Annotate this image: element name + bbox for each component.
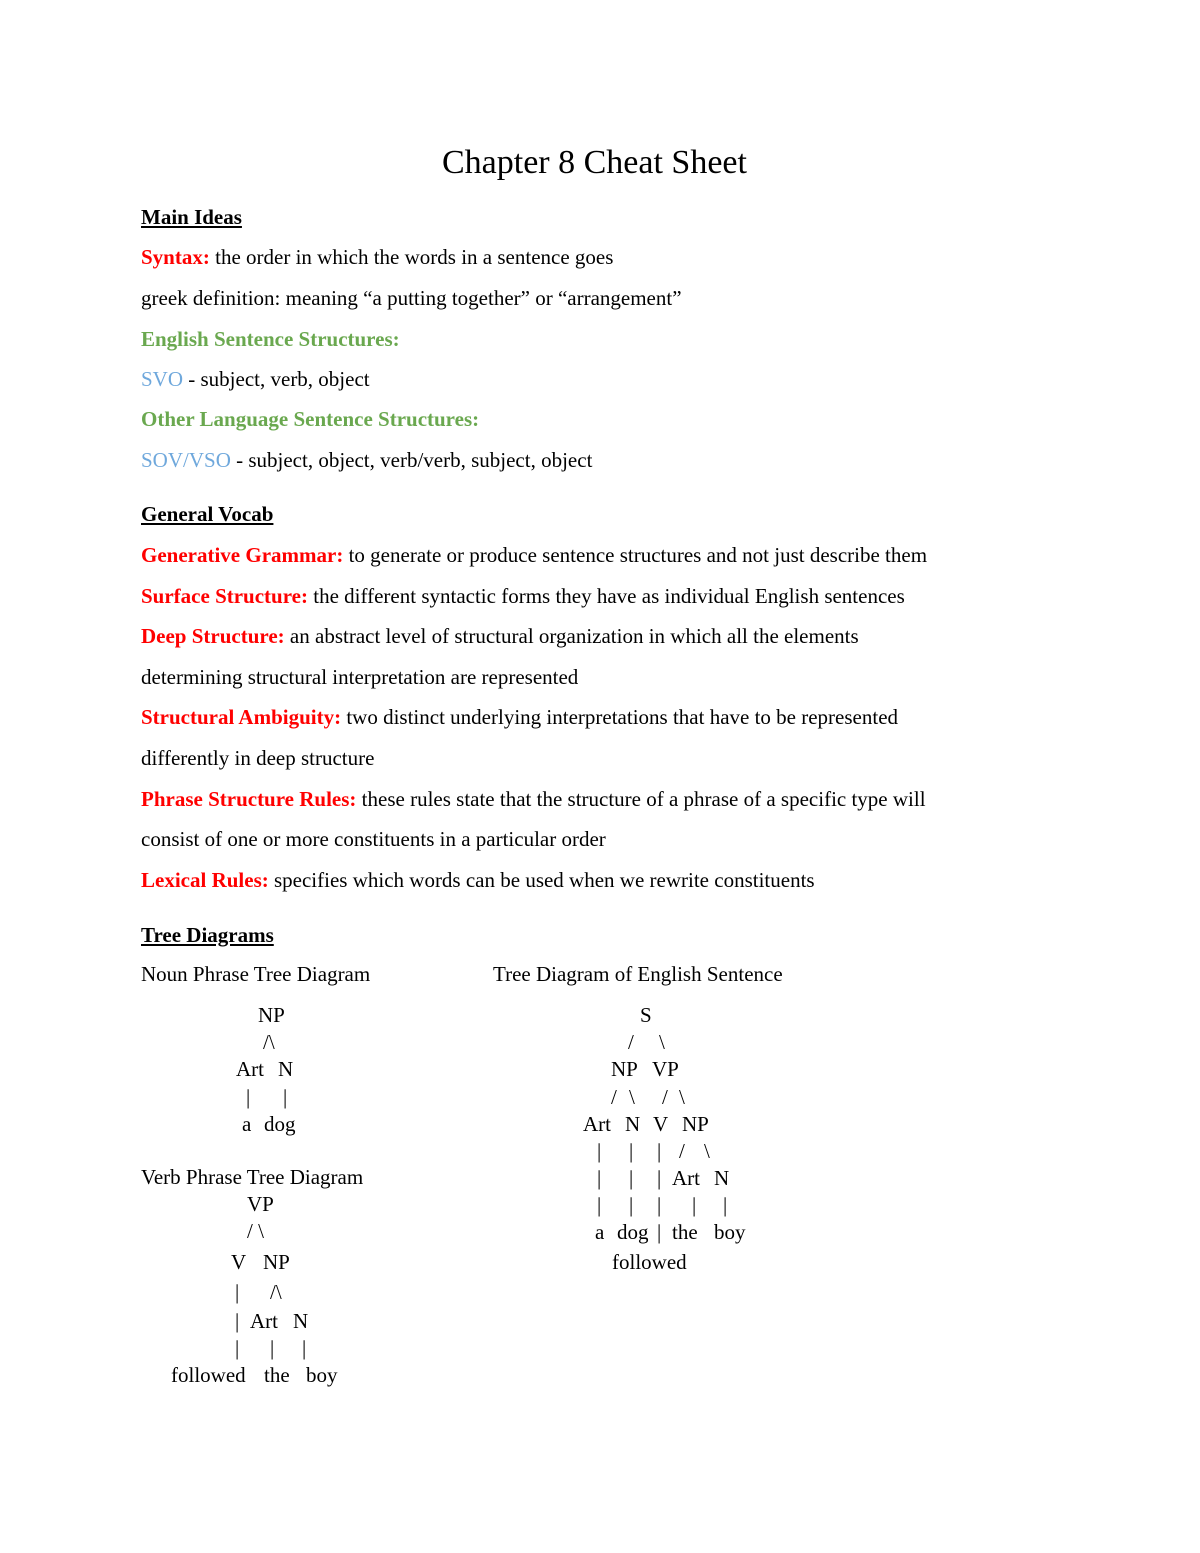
sov-line [141,450,592,471]
vocab-continuation: determining structural interpretation are represented [141,665,579,689]
word-the: the [672,1220,698,1244]
vocab-item [141,707,898,728]
section-main-ideas-heading: Main Ideas [141,205,242,229]
tree-edge: \ [704,1139,710,1163]
svo-line [141,369,370,390]
np-node: NP [611,1057,638,1081]
vocab-definition: two distinct underlying interpretations that have to be represented [341,705,899,729]
tree-edge: | [629,1193,634,1217]
section-general-vocab-heading: General Vocab [141,502,274,526]
tree-edge: | [597,1193,602,1217]
vocab-item [141,586,905,607]
tree-edge: \ [629,1085,635,1109]
word-followed: followed [171,1363,246,1387]
vocab-term: Deep Structure: [141,624,285,648]
vocab-item [141,870,815,891]
vocab-definition: specifies which words can be used when we rewrite constituents [268,868,815,892]
vocab-continuation: consist of one or more constituents in a particular order [141,827,606,851]
vp-node: VP [652,1057,679,1081]
word-boy: boy [306,1363,338,1387]
vocab-term: Phrase Structure Rules: [141,787,357,811]
tree-edge: | [235,1309,240,1333]
tree-edge: | [692,1193,697,1217]
tree-edge: / [628,1030,634,1054]
v-node: V [231,1250,247,1274]
tree-edge: | [723,1193,728,1217]
np-node: NP [258,1003,285,1027]
word-boy: boy [714,1220,746,1244]
tree-edge: / [611,1085,617,1109]
np-node: NP [682,1112,709,1136]
noun-phrase-caption: Noun Phrase Tree Diagram [141,962,371,986]
greek-definition-line: greek definition: meaning “a putting together” or “arrangement” [141,286,682,310]
n-node: N [293,1309,309,1333]
art-node: Art [672,1166,700,1190]
vocab-item [141,789,926,810]
n-node: N [278,1057,294,1081]
tree-edge: | [235,1336,240,1360]
sov-term: SOV/VSO [141,448,231,472]
word-the: the [264,1363,290,1387]
page-title: Chapter 8 Cheat Sheet [442,144,747,181]
sov-definition: - subject, object, verb/verb, subject, object [230,448,593,472]
np-node: NP [263,1250,290,1274]
tree-edge: | [629,1139,634,1163]
tree-edge: | [657,1220,662,1244]
syntax-definition: the order in which the words in a sentence goes [209,245,614,269]
word-followed: followed [612,1250,687,1274]
vocab-definition: these rules state that the structure of a phrase of a specific type will [356,787,926,811]
v-node: V [653,1112,669,1136]
tree-edge: / [679,1139,685,1163]
tree-edge: | [235,1280,240,1304]
word-a: a [595,1220,605,1244]
vocab-term: Lexical Rules: [141,868,269,892]
art-node: Art [236,1057,264,1081]
word-a: a [242,1112,252,1136]
vocab-term: Generative Grammar: [141,543,344,567]
np-branch: /\ [263,1030,275,1054]
s-node: S [640,1003,652,1027]
verb-phrase-caption: Verb Phrase Tree Diagram [141,1165,364,1189]
vp-branch: / \ [247,1219,264,1243]
tree-edge: | [629,1166,634,1190]
tree-edge: \ [679,1085,685,1109]
svo-term: SVO [141,367,184,391]
sentence-tree-caption: Tree Diagram of English Sentence [493,962,783,986]
vocab-term: Surface Structure: [141,584,308,608]
n-node: N [714,1166,730,1190]
tree-edge: | [657,1193,662,1217]
tree-edge: | [657,1166,662,1190]
tree-edge: | [270,1336,275,1360]
vocab-continuation: differently in deep structure [141,746,375,770]
tree-edge: | [302,1336,307,1360]
vp-node: VP [247,1192,274,1216]
vocab-item [141,545,927,566]
word-dog: dog [617,1220,649,1244]
tree-edge: | [283,1085,288,1109]
vocab-item [141,626,859,647]
word-dog: dog [264,1112,296,1136]
english-structures-heading: English Sentence Structures: [141,327,400,351]
syntax-term: Syntax: [141,245,210,269]
n-node: N [625,1112,641,1136]
tree-edge: | [246,1085,251,1109]
tree-edge: | [597,1166,602,1190]
section-tree-diagrams-heading: Tree Diagrams [141,923,274,947]
tree-edge: / [662,1085,668,1109]
vocab-definition: the different syntactic forms they have as individual English sentences [308,584,905,608]
svo-definition: - subject, verb, object [183,367,370,391]
np-branch: /\ [270,1280,282,1304]
syntax-line [141,247,613,268]
other-structures-heading: Other Language Sentence Structures: [141,407,480,431]
tree-edge: \ [659,1030,665,1054]
vocab-definition: to generate or produce sentence structures and not just describe them [343,543,928,567]
art-node: Art [250,1309,278,1333]
tree-edge: | [597,1139,602,1163]
art-node: Art [583,1112,611,1136]
vocab-term: Structural Ambiguity: [141,705,342,729]
vocab-definition: an abstract level of structural organization in which all the elements [284,624,859,648]
tree-edge: | [657,1139,662,1163]
